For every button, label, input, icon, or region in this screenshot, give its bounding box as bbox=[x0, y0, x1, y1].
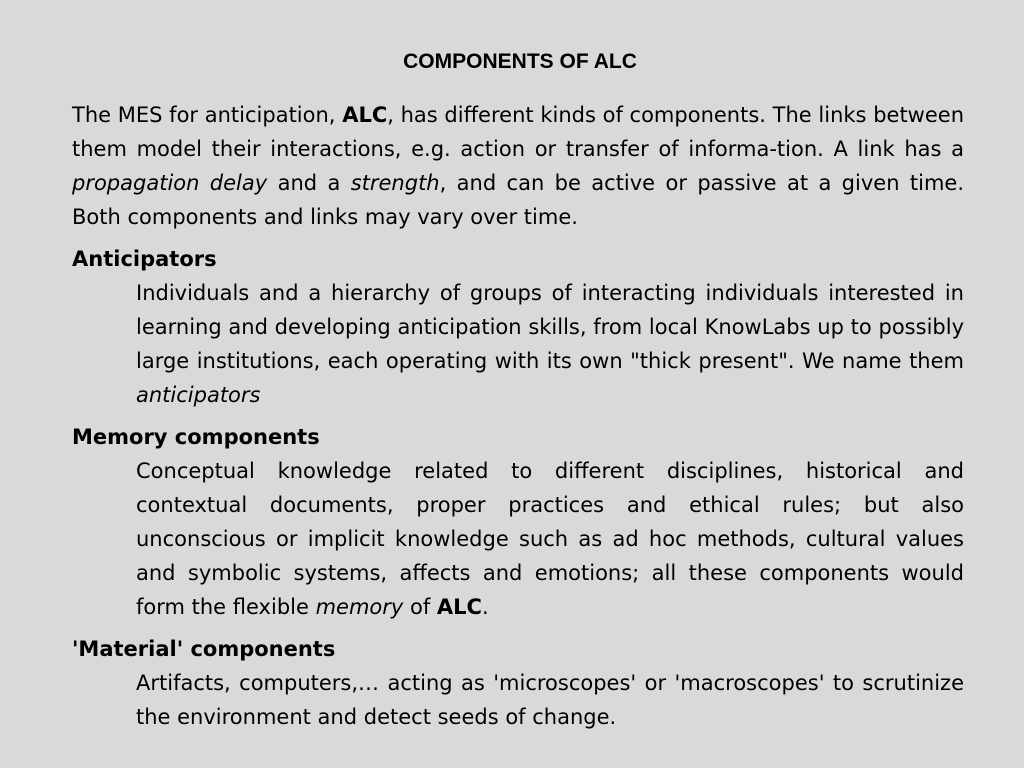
section-text: Conceptual knowledge related to different disciplines, historical and contextual documents, proper practices and ethical rules; but also unconscious or implicit knowledge such as ad hoc methods, cultural values and symbolic systems, affects and emotions; all these components would form the flexible bbox=[136, 459, 964, 619]
section-body-memory bbox=[136, 454, 964, 624]
section-text: Individuals and a hierarchy of groups of interacting individuals interested in learning and developing anticipation skills, from local KnowLabs up to possibly large institutions, each operating with its own "thick present". We name them bbox=[136, 281, 964, 373]
section-text: Artifacts, computers,… acting as 'microscopes' or 'macroscopes' to scrutinize the environment and detect seeds of change. bbox=[136, 671, 964, 729]
slide-title: COMPONENTS OF ALC bbox=[403, 50, 637, 73]
section-heading-memory: Memory components bbox=[72, 425, 320, 449]
intro-text: and a bbox=[267, 171, 351, 195]
section-bold-alc: ALC bbox=[436, 595, 482, 619]
section-text: of bbox=[403, 595, 437, 619]
section-heading-material: 'Material' components bbox=[72, 637, 336, 661]
intro-text: , has different kinds of components. The links between them model their interactions, e.g. action or transfer of informa-tion. A link has a bbox=[72, 103, 964, 161]
section-body-anticipators bbox=[136, 276, 964, 412]
intro-italic-propagation-delay: propagation delay bbox=[72, 171, 268, 195]
intro-text: The MES for anticipation, bbox=[72, 103, 343, 127]
intro-italic-strength: strength bbox=[350, 171, 440, 195]
section-heading-anticipators: Anticipators bbox=[72, 247, 217, 271]
section-italic-anticipators: anticipators bbox=[136, 383, 261, 407]
intro-text: , and can be active or passive at a given time. Both components and links may vary over time. bbox=[72, 171, 964, 229]
intro-bold-alc: ALC bbox=[342, 103, 388, 127]
section-text: . bbox=[481, 595, 489, 619]
intro-paragraph bbox=[72, 98, 964, 234]
section-italic-memory: memory bbox=[315, 595, 404, 619]
section-body-material bbox=[136, 666, 964, 734]
slide-content bbox=[72, 98, 964, 734]
